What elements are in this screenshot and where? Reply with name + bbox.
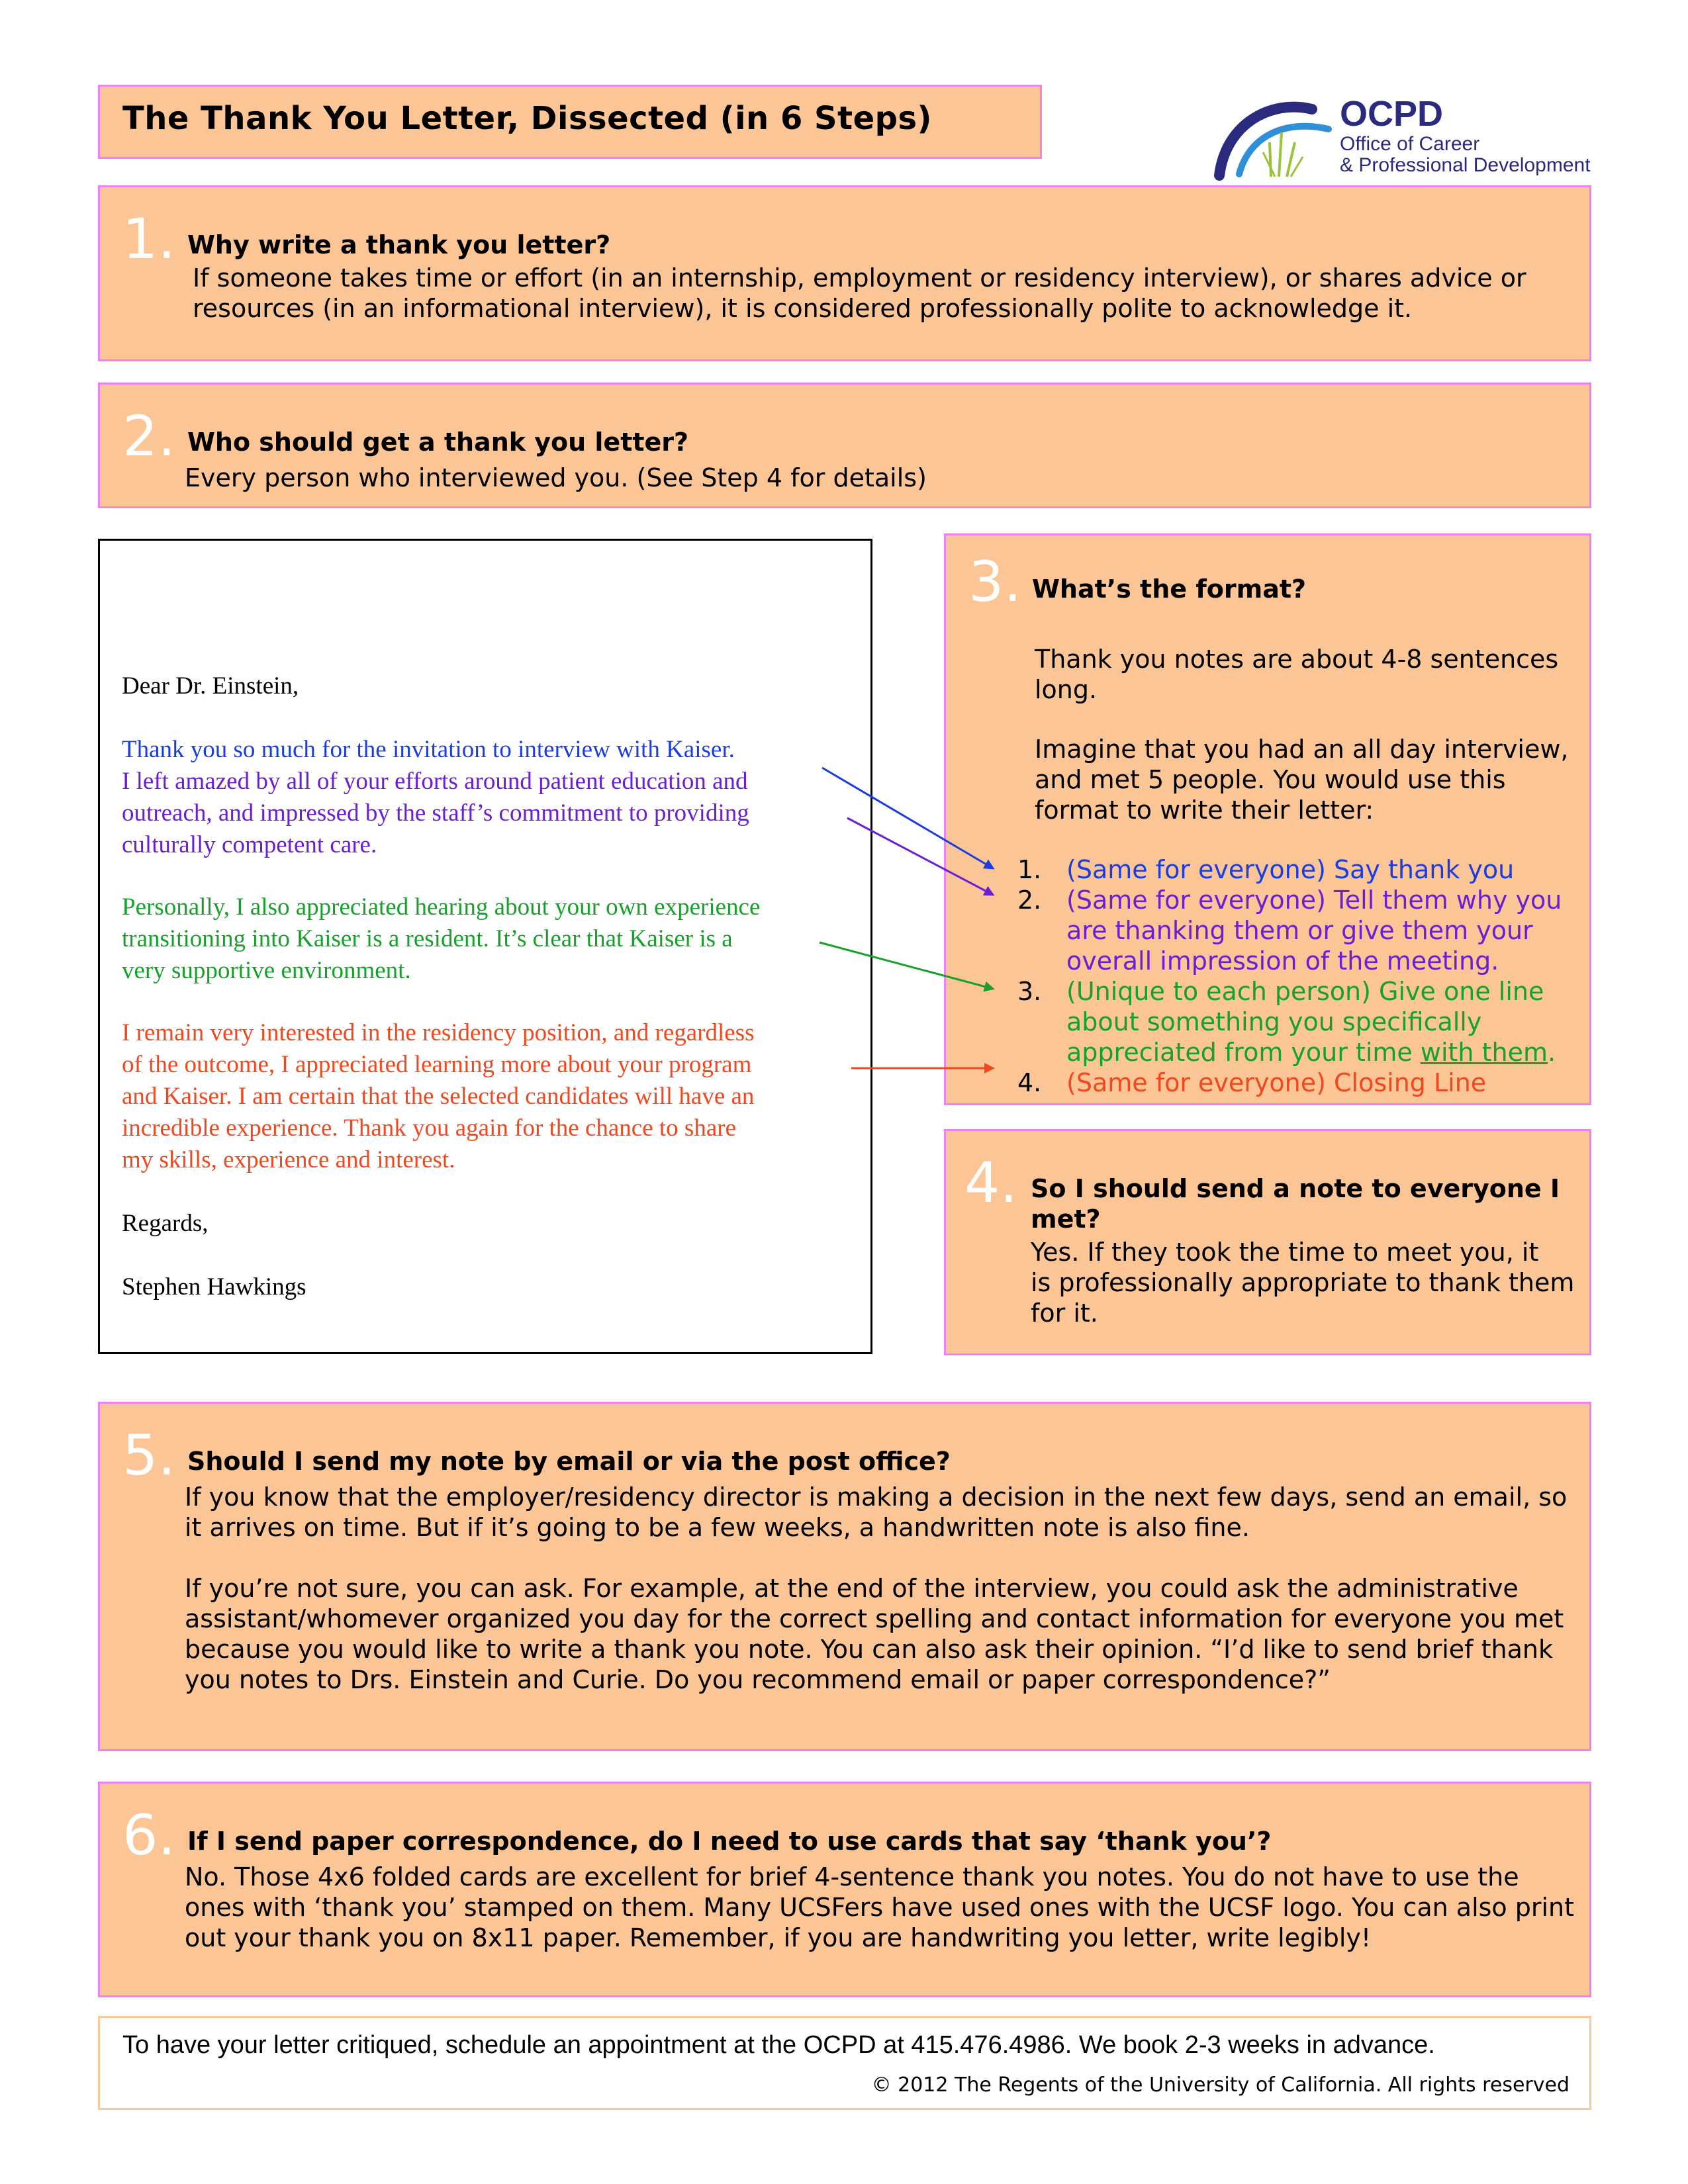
- step-5-heading: Should I send my note by email or via the post office?: [187, 1447, 951, 1476]
- step-4-box: [944, 1129, 1591, 1355]
- logo-line1: Office of Career: [1340, 133, 1480, 155]
- step-1-heading: Why write a thank you letter?: [187, 230, 611, 259]
- step-6-line: No. Those 4x6 folded cards are excellent for brief 4-sentence thank you notes. You do not have to use the: [185, 1862, 1519, 1891]
- step-4-line: is professionally appropriate to thank them: [1031, 1268, 1575, 1297]
- format-line: [1066, 1037, 1609, 1068]
- format-line: overall impression of the meeting.: [1066, 946, 1499, 976]
- step-6-number: 6.: [122, 1803, 176, 1868]
- step-5-line: you notes to Drs. Einstein and Curie. Do you recommend email or paper correspondence?”: [185, 1665, 1331, 1694]
- step-6-body: [185, 1862, 1574, 1953]
- step-2-body: [185, 463, 927, 493]
- logo-line2: & Professional Development: [1340, 154, 1591, 176]
- letter-line: I left amazed by all of your efforts around patient education and: [122, 768, 748, 795]
- letter-line: culturally competent care.: [122, 831, 377, 858]
- format-item-text: (Same for everyone) Closing Line: [1066, 1068, 1487, 1097]
- letter-signature: Stephen Hawkings: [122, 1273, 306, 1300]
- letter-closing: [122, 1017, 857, 1176]
- step-3-number: 3.: [968, 549, 1022, 614]
- step-4-heading-line: met?: [1031, 1205, 1101, 1234]
- letter-line: Personally, I also appreciated hearing about your own experience: [122, 893, 761, 921]
- format-line-start: appreciated from your time: [1066, 1038, 1421, 1067]
- format-line: are thanking them or give them your: [1066, 916, 1533, 945]
- letter-salutation: Dear Dr. Einstein,: [122, 672, 299, 700]
- format-item-number: 1.: [1017, 855, 1042, 884]
- step-5-line: If you’re not sure, you can ask. For example, at the end of the interview, you could ask the administrative: [185, 1574, 1519, 1603]
- critique-note: To have your letter critiqued, schedule an appointment at the OCPD at 415.476.4986. We book 2-3 weeks in advance.: [122, 2031, 1435, 2059]
- step-1-box: [98, 185, 1591, 361]
- step-2-number: 2.: [122, 404, 176, 469]
- letter-thanks: Thank you so much for the invitation to interview with Kaiser.: [122, 736, 735, 763]
- step-3-heading: What’s the format?: [1032, 574, 1307, 604]
- step-4-heading-line: So I should send a note to everyone I: [1031, 1174, 1560, 1203]
- step-5-line: because you would like to write a thank you note. You can also ask their opinion. “I’d like to send brief thank: [185, 1635, 1553, 1664]
- step-5-line: it arrives on time. But if it’s going to be a few weeks, a handwritten note is also fine.: [185, 1513, 1250, 1542]
- format-item-number: 4.: [1017, 1068, 1042, 1097]
- format-tail: .: [1547, 1038, 1556, 1067]
- step-5-line: If you know that the employer/residency director is making a decision in the next few days, send an email, so: [185, 1482, 1568, 1512]
- step-3-line: Imagine that you had an all day interview,: [1035, 735, 1569, 764]
- letter-line: of the outcome, I appreciated learning more about your program: [122, 1051, 752, 1078]
- step-5-line: assistant/whomever organized you day for the correct spelling and contact information for everyone you met: [185, 1604, 1564, 1633]
- copyright: © 2012 The Regents of the University of California. All rights reserved: [871, 2073, 1570, 2097]
- format-item-number: 2.: [1017, 886, 1042, 915]
- letter-line: and Kaiser. I am certain that the selected candidates will have an: [122, 1083, 755, 1110]
- footer: [98, 2016, 1591, 2110]
- step-6-heading: If I send paper correspondence, do I need to use cards that say ‘thank you’?: [187, 1827, 1272, 1856]
- format-item-text: [1066, 976, 1609, 1068]
- step-1-line: resources (in an informational interview), it is considered professionally polite to acknowledge it.: [193, 294, 1413, 323]
- step-3-line: Thank you notes are about 4-8 sentences: [1035, 645, 1559, 674]
- letter-line: very supportive environment.: [122, 957, 411, 984]
- step-2-line: Every person who interviewed you. (See Step 4 for details): [185, 463, 927, 492]
- format-line: about something you specifically: [1066, 1007, 1482, 1036]
- step-4-body: [1031, 1237, 1574, 1328]
- step-3-scenario: [1035, 734, 1568, 825]
- logo-acronym: OCPD: [1340, 94, 1444, 134]
- format-item-number: 3.: [1017, 977, 1042, 1006]
- format-line: (Same for everyone) Tell them why you: [1066, 886, 1562, 915]
- step-1-line: If someone takes time or effort (in an internship, employment or residency interview), or shares advice or: [193, 263, 1526, 293]
- step-6-box: [98, 1782, 1591, 1997]
- ocpd-logo: [1213, 96, 1597, 182]
- step-5-body-2: [185, 1573, 1564, 1695]
- letter-line: transitioning into Kaiser is a resident. It’s clear that Kaiser is a: [122, 925, 733, 952]
- step-4-number: 4.: [964, 1150, 1018, 1215]
- step-2-heading: Who should get a thank you letter?: [187, 428, 689, 457]
- step-3-line: and met 5 people. You would use this: [1035, 765, 1506, 794]
- format-item-text: [1066, 885, 1609, 976]
- step-4-line: Yes. If they took the time to meet you, it: [1031, 1238, 1539, 1267]
- format-underlined: with them: [1420, 1038, 1548, 1067]
- title-box: [98, 85, 1042, 159]
- step-4-heading: [1031, 1173, 1560, 1234]
- step-6-line: out your thank you on 8x11 paper. Remember, if you are handwriting you letter, write legibly!: [185, 1923, 1372, 1952]
- step-5-box: [98, 1402, 1591, 1751]
- letter-line: my skills, experience and interest.: [122, 1146, 455, 1173]
- letter-line: outreach, and impressed by the staff’s commitment to providing: [122, 799, 749, 827]
- letter-personal: [122, 891, 857, 987]
- step-5-body-1: [185, 1482, 1567, 1543]
- ocpd-arc-icon: [1213, 96, 1338, 182]
- step-3-line: long.: [1035, 675, 1098, 704]
- step-5-number: 5.: [122, 1423, 176, 1488]
- page-title: The Thank You Letter, Dissected (in 6 Steps): [122, 100, 932, 137]
- letter-line: I remain very interested in the residency position, and regardless: [122, 1019, 755, 1046]
- letter-impression: [122, 766, 857, 861]
- step-3-line: format to write their letter:: [1035, 796, 1374, 825]
- step-2-box: [98, 383, 1591, 508]
- format-item-text: (Same for everyone) Say thank you: [1066, 855, 1515, 884]
- letter-signoff: Regards,: [122, 1210, 209, 1237]
- letter-line: incredible experience. Thank you again for the chance to share: [122, 1115, 736, 1142]
- sample-letter: [98, 539, 872, 1354]
- step-1-number: 1.: [122, 206, 176, 271]
- step-1-body: [193, 263, 1526, 324]
- step-3-intro: [1035, 644, 1558, 705]
- step-3-box: [944, 533, 1591, 1105]
- format-line: (Unique to each person) Give one line: [1066, 977, 1544, 1006]
- step-6-line: ones with ‘thank you’ stamped on them. Many UCSFers have used ones with the UCSF logo. You can also print: [185, 1893, 1575, 1922]
- step-4-line: for it.: [1031, 1298, 1098, 1328]
